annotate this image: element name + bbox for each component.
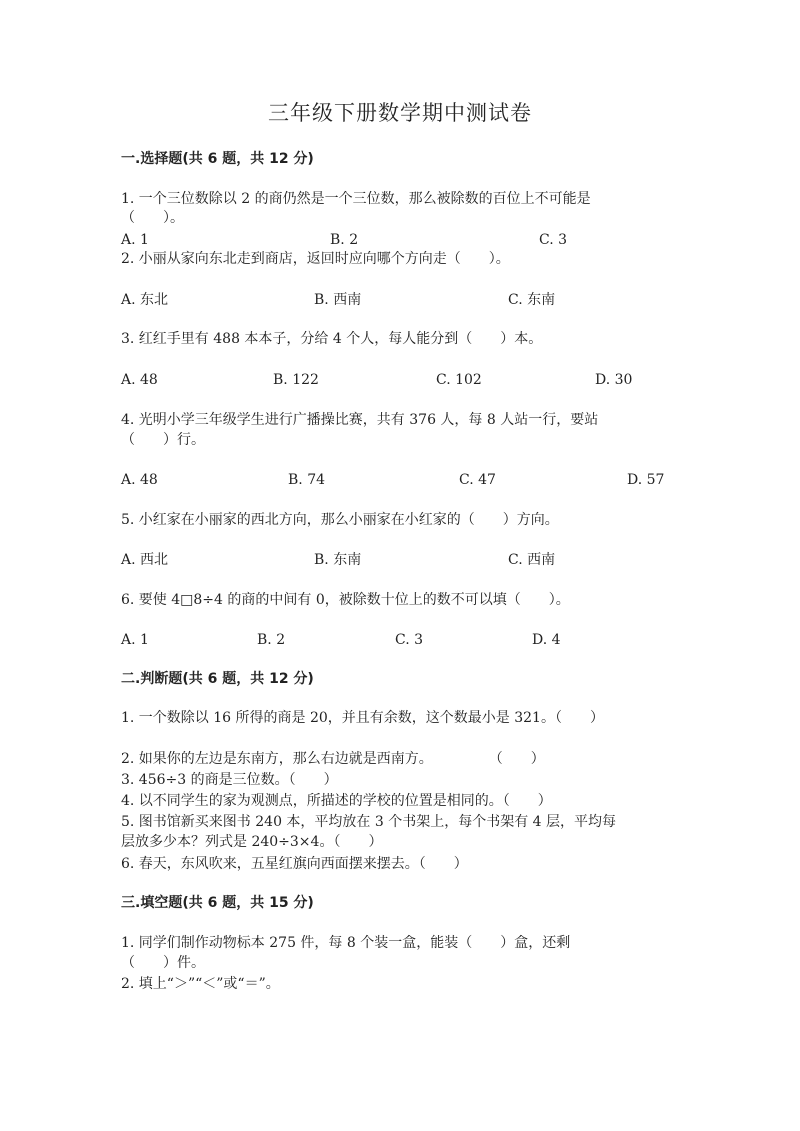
question-text: 5. 图书馆新买来图书 240 本，平均放在 3 个书架上，每个书架有 4 层，平均每 [121, 814, 617, 830]
option-c: C. 102 [436, 372, 482, 388]
question-text: （ ）。 [121, 210, 184, 226]
option-c: C. 东南 [508, 292, 556, 308]
question-text: 5. 小红家在小丽家的西北方向，那么小丽家在小红家的（ ）方向。 [121, 512, 559, 528]
question-text: 3. 红红手里有 488 本本子，分给 4 个人，每人能分到（ ）本。 [121, 331, 543, 347]
question-text: 4. 以不同学生的家为观测点，所描述的学校的位置是相同的。（ ） [121, 793, 552, 809]
page-title: 三年级下册数学期中测试卷 [268, 101, 532, 125]
option-c: C. 西南 [508, 552, 556, 568]
question-text: 3. 456÷3 的商是三位数。（ ） [121, 772, 338, 788]
question-text: 4. 光明小学三年级学生进行广播操比赛，共有 376 人，每 8 人站一行，要站 [121, 412, 599, 428]
question-text: 1. 一个数除以 16 所得的商是 20，并且有余数，这个数最小是 321。（ ） [121, 710, 604, 726]
question-text: 2. 如果你的左边是东南方，那么右边就是西南方。 （ ） [121, 751, 545, 767]
section-heading-judge: 二.判断题(共 6 题，共 12 分) [121, 671, 314, 687]
option-a: A. 1 [121, 632, 149, 648]
option-d: D. 30 [595, 372, 633, 388]
option-a: A. 1 [121, 232, 149, 248]
option-b: B. 西南 [314, 292, 362, 308]
option-d: D. 57 [627, 472, 665, 488]
question-text: 层放多少本？列式是 240÷3×4。（ ） [121, 834, 383, 850]
option-b: B. 2 [257, 632, 286, 648]
option-c: C. 3 [539, 232, 568, 248]
option-b: B. 74 [288, 472, 326, 488]
question-text: 1. 同学们制作动物标本 275 件，每 8 个装一盒，能装（ ）盒，还剩 [121, 935, 571, 951]
question-text: 6. 春天，东风吹来，五星红旗向西面摆来摆去。（ ） [121, 856, 468, 872]
question-text: 1. 一个三位数除以 2 的商仍然是一个三位数，那么被除数的百位上不可能是 [121, 191, 591, 207]
option-a: A. 48 [121, 472, 158, 488]
question-text: （ ）件。 [121, 955, 205, 971]
question-text: （ ）行。 [121, 432, 205, 448]
section-heading-fill: 三.填空题(共 6 题，共 15 分) [121, 895, 314, 911]
section-heading-choice: 一.选择题(共 6 题，共 12 分) [121, 151, 314, 167]
option-b: B. 东南 [314, 552, 362, 568]
option-a: A. 东北 [121, 292, 169, 308]
option-b: B. 2 [330, 232, 359, 248]
option-c: C. 47 [459, 472, 496, 488]
option-c: C. 3 [395, 632, 424, 648]
question-text: 2. 填上“＞”“＜”或“＝”。 [121, 976, 280, 992]
question-text: 2. 小丽从家向东北走到商店，返回时应向哪个方向走（ ）。 [121, 251, 510, 267]
option-a: A. 48 [121, 372, 158, 388]
option-a: A. 西北 [121, 552, 169, 568]
option-d: D. 4 [532, 632, 561, 648]
question-text: 6. 要使 4□8÷4 的商的中间有 0，被除数十位上的数不可以填（ ）。 [121, 592, 570, 608]
option-b: B. 122 [273, 372, 319, 388]
